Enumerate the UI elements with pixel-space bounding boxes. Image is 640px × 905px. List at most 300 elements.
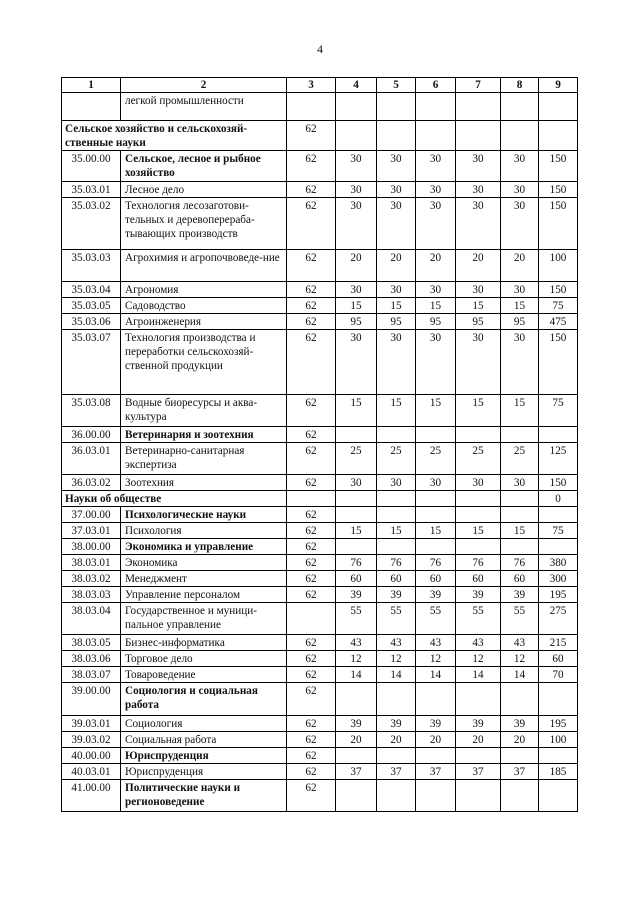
- table-row: [62, 250, 578, 282]
- column3-cell: 62: [287, 667, 336, 683]
- value-cell: 25: [416, 443, 456, 475]
- value-cell: 14: [377, 667, 416, 683]
- value-cell: [501, 121, 539, 151]
- value-cell: [539, 780, 578, 812]
- value-cell: 150: [539, 475, 578, 491]
- value-cell: 30: [416, 475, 456, 491]
- column3-cell: 62: [287, 395, 336, 427]
- table-row: [62, 395, 578, 427]
- value-cell: 39: [501, 587, 539, 603]
- name-cell: Агроинженерия: [121, 314, 287, 330]
- value-cell: [416, 683, 456, 716]
- value-cell: [501, 427, 539, 443]
- value-cell: [377, 683, 416, 716]
- table-row: [62, 151, 578, 182]
- value-cell: 25: [336, 443, 377, 475]
- value-cell: 275: [539, 603, 578, 635]
- value-cell: 20: [416, 732, 456, 748]
- code-cell: 38.03.05: [62, 635, 121, 651]
- value-cell: 150: [539, 151, 578, 182]
- value-cell: 43: [377, 635, 416, 651]
- value-cell: 70: [539, 667, 578, 683]
- value-cell: [456, 780, 501, 812]
- code-cell: 35.03.04: [62, 282, 121, 298]
- value-cell: [501, 491, 539, 507]
- value-cell: 20: [501, 250, 539, 282]
- admission-quota-table: [61, 77, 578, 812]
- column-header: 8: [501, 78, 539, 93]
- value-cell: [456, 507, 501, 523]
- column3-cell: 62: [287, 298, 336, 314]
- value-cell: [501, 539, 539, 555]
- value-cell: [416, 507, 456, 523]
- code-cell: 35.03.06: [62, 314, 121, 330]
- value-cell: [336, 121, 377, 151]
- code-cell: [62, 93, 121, 121]
- table-body: [62, 78, 578, 812]
- value-cell: 30: [377, 330, 416, 395]
- value-cell: [456, 539, 501, 555]
- value-cell: 15: [456, 298, 501, 314]
- name-cell: Зоотехния: [121, 475, 287, 491]
- value-cell: 37: [336, 764, 377, 780]
- value-cell: 150: [539, 198, 578, 250]
- column-header: 5: [377, 78, 416, 93]
- value-cell: [336, 507, 377, 523]
- value-cell: [416, 427, 456, 443]
- value-cell: 15: [456, 395, 501, 427]
- name-cell: Социальная работа: [121, 732, 287, 748]
- column3-cell: 62: [287, 764, 336, 780]
- value-cell: 30: [501, 330, 539, 395]
- value-cell: 15: [501, 395, 539, 427]
- column3-cell: 62: [287, 539, 336, 555]
- value-cell: 55: [501, 603, 539, 635]
- value-cell: [377, 93, 416, 121]
- value-cell: [456, 748, 501, 764]
- table-row: [62, 298, 578, 314]
- name-cell: Лесное дело: [121, 182, 287, 198]
- name-cell: Агрохимия и агропочвоведе-ние: [121, 250, 287, 282]
- value-cell: 15: [377, 298, 416, 314]
- table-group-row: [62, 491, 578, 507]
- value-cell: 30: [501, 198, 539, 250]
- value-cell: 75: [539, 395, 578, 427]
- table-row: [62, 523, 578, 539]
- column3-cell: 62: [287, 683, 336, 716]
- value-cell: 43: [501, 635, 539, 651]
- value-cell: 14: [336, 667, 377, 683]
- value-cell: [456, 683, 501, 716]
- name-cell: Психология: [121, 523, 287, 539]
- column3-cell: 62: [287, 330, 336, 395]
- value-cell: [377, 491, 416, 507]
- value-cell: 15: [336, 395, 377, 427]
- value-cell: 475: [539, 314, 578, 330]
- table-row: [62, 667, 578, 683]
- code-cell: 37.03.01: [62, 523, 121, 539]
- value-cell: 15: [336, 298, 377, 314]
- value-cell: 60: [456, 571, 501, 587]
- column3-cell: 62: [287, 732, 336, 748]
- value-cell: 30: [456, 282, 501, 298]
- value-cell: 15: [501, 298, 539, 314]
- column-header: 9: [539, 78, 578, 93]
- name-cell: Психологические науки: [121, 507, 287, 523]
- name-cell: Экономика: [121, 555, 287, 571]
- value-cell: [377, 539, 416, 555]
- value-cell: 55: [377, 603, 416, 635]
- value-cell: 30: [377, 182, 416, 198]
- column3-cell: 62: [287, 314, 336, 330]
- value-cell: 30: [377, 475, 416, 491]
- table-header-row: [62, 78, 578, 93]
- value-cell: 20: [336, 250, 377, 282]
- value-cell: 30: [336, 475, 377, 491]
- code-cell: 40.03.01: [62, 764, 121, 780]
- column3-cell: 62: [287, 427, 336, 443]
- value-cell: 15: [416, 298, 456, 314]
- value-cell: [539, 539, 578, 555]
- name-cell: Садоводство: [121, 298, 287, 314]
- table-row: [62, 507, 578, 523]
- code-cell: 35.03.05: [62, 298, 121, 314]
- name-cell: Ветеринария и зоотехния: [121, 427, 287, 443]
- name-cell: Социология и социальная работа: [121, 683, 287, 716]
- value-cell: 39: [377, 587, 416, 603]
- value-cell: 30: [416, 151, 456, 182]
- value-cell: 30: [456, 182, 501, 198]
- name-cell: Управление персоналом: [121, 587, 287, 603]
- name-cell: Юриспруденция: [121, 764, 287, 780]
- value-cell: 150: [539, 282, 578, 298]
- table-row: [62, 282, 578, 298]
- column-header: 2: [121, 78, 287, 93]
- code-cell: 37.00.00: [62, 507, 121, 523]
- column3-cell: 62: [287, 182, 336, 198]
- value-cell: 12: [416, 651, 456, 667]
- name-cell: Ветеринарно-санитарная экспертиза: [121, 443, 287, 475]
- value-cell: 39: [336, 716, 377, 732]
- group-title-cell: Сельское хозяйство и сельскохозяй-ственные науки: [62, 121, 287, 151]
- column-header: 3: [287, 78, 336, 93]
- value-cell: 185: [539, 764, 578, 780]
- table-row: [62, 603, 578, 635]
- value-cell: [377, 780, 416, 812]
- column3-cell: 62: [287, 198, 336, 250]
- value-cell: [377, 748, 416, 764]
- name-cell: Технология лесозаготови-тельных и деревоперераба-тывающих производств: [121, 198, 287, 250]
- value-cell: [416, 491, 456, 507]
- column3-cell: 62: [287, 571, 336, 587]
- value-cell: 60: [416, 571, 456, 587]
- name-cell: Технология производства и переработки сельскохозяй-ственной продукции: [121, 330, 287, 395]
- name-cell: Бизнес-информатика: [121, 635, 287, 651]
- value-cell: 15: [377, 395, 416, 427]
- value-cell: 30: [501, 182, 539, 198]
- code-cell: 39.00.00: [62, 683, 121, 716]
- column3-cell: 62: [287, 555, 336, 571]
- table-row: [62, 475, 578, 491]
- value-cell: [456, 491, 501, 507]
- value-cell: [501, 507, 539, 523]
- name-cell: Экономика и управление: [121, 539, 287, 555]
- value-cell: 39: [501, 716, 539, 732]
- value-cell: 30: [456, 198, 501, 250]
- value-cell: 20: [501, 732, 539, 748]
- code-cell: 38.03.02: [62, 571, 121, 587]
- table-row: [62, 587, 578, 603]
- value-cell: [336, 93, 377, 121]
- value-cell: 39: [456, 716, 501, 732]
- value-cell: [539, 683, 578, 716]
- column3-cell: 62: [287, 748, 336, 764]
- column-header: 6: [416, 78, 456, 93]
- value-cell: 15: [336, 523, 377, 539]
- value-cell: [336, 683, 377, 716]
- value-cell: [539, 507, 578, 523]
- value-cell: [336, 491, 377, 507]
- value-cell: 25: [501, 443, 539, 475]
- value-cell: 12: [456, 651, 501, 667]
- column3-cell: 62: [287, 475, 336, 491]
- value-cell: 39: [377, 716, 416, 732]
- value-cell: 14: [501, 667, 539, 683]
- value-cell: 15: [456, 523, 501, 539]
- code-cell: 35.03.03: [62, 250, 121, 282]
- name-cell: Водные биоресурсы и аква-культура: [121, 395, 287, 427]
- code-cell: 38.03.03: [62, 587, 121, 603]
- column3-cell: [287, 93, 336, 121]
- table-row: [62, 732, 578, 748]
- value-cell: [377, 121, 416, 151]
- value-cell: [416, 93, 456, 121]
- value-cell: 43: [456, 635, 501, 651]
- code-cell: 35.03.02: [62, 198, 121, 250]
- value-cell: 150: [539, 182, 578, 198]
- value-cell: 20: [416, 250, 456, 282]
- value-cell: 39: [336, 587, 377, 603]
- value-cell: 30: [336, 282, 377, 298]
- code-cell: 35.00.00: [62, 151, 121, 182]
- table-row: [62, 330, 578, 395]
- table-row: [62, 182, 578, 198]
- name-cell: легкой промышленности: [121, 93, 287, 121]
- column-header: 4: [336, 78, 377, 93]
- value-cell: 150: [539, 330, 578, 395]
- value-cell: [377, 427, 416, 443]
- group-title-cell: Науки об обществе: [62, 491, 287, 507]
- column3-cell: [287, 603, 336, 635]
- value-cell: 20: [377, 250, 416, 282]
- column3-cell: 62: [287, 507, 336, 523]
- value-cell: 39: [416, 587, 456, 603]
- value-cell: 95: [336, 314, 377, 330]
- column3-cell: 62: [287, 250, 336, 282]
- value-cell: 15: [416, 523, 456, 539]
- table-row: [62, 780, 578, 812]
- value-cell: 30: [377, 151, 416, 182]
- value-cell: 55: [336, 603, 377, 635]
- value-cell: [501, 93, 539, 121]
- value-cell: 55: [456, 603, 501, 635]
- code-cell: 36.03.02: [62, 475, 121, 491]
- value-cell: [539, 427, 578, 443]
- value-cell: 30: [336, 330, 377, 395]
- column3-cell: 62: [287, 635, 336, 651]
- table-row: [62, 314, 578, 330]
- value-cell: 37: [416, 764, 456, 780]
- value-cell: 60: [377, 571, 416, 587]
- value-cell: [539, 748, 578, 764]
- table-group-row: [62, 121, 578, 151]
- value-cell: 25: [456, 443, 501, 475]
- column3-cell: 62: [287, 780, 336, 812]
- value-cell: 195: [539, 587, 578, 603]
- value-cell: 60: [539, 651, 578, 667]
- name-cell: Юриспруденция: [121, 748, 287, 764]
- value-cell: [416, 121, 456, 151]
- name-cell: Торговое дело: [121, 651, 287, 667]
- value-cell: 30: [456, 475, 501, 491]
- value-cell: 30: [416, 282, 456, 298]
- value-cell: 30: [336, 151, 377, 182]
- value-cell: 0: [539, 491, 578, 507]
- table-row: [62, 555, 578, 571]
- value-cell: 37: [501, 764, 539, 780]
- code-cell: 40.00.00: [62, 748, 121, 764]
- value-cell: 300: [539, 571, 578, 587]
- code-cell: 38.03.07: [62, 667, 121, 683]
- value-cell: 20: [456, 732, 501, 748]
- code-cell: 39.03.02: [62, 732, 121, 748]
- value-cell: [539, 93, 578, 121]
- value-cell: 95: [501, 314, 539, 330]
- value-cell: 12: [377, 651, 416, 667]
- code-cell: 35.03.08: [62, 395, 121, 427]
- value-cell: [456, 427, 501, 443]
- value-cell: 39: [416, 716, 456, 732]
- value-cell: [501, 780, 539, 812]
- page-number: 4: [317, 42, 323, 56]
- code-cell: 38.03.04: [62, 603, 121, 635]
- value-cell: 60: [501, 571, 539, 587]
- value-cell: 15: [377, 523, 416, 539]
- table-row: [62, 651, 578, 667]
- table-row: [62, 635, 578, 651]
- name-cell: Социология: [121, 716, 287, 732]
- name-cell: Менеджмент: [121, 571, 287, 587]
- value-cell: [416, 780, 456, 812]
- value-cell: 37: [377, 764, 416, 780]
- value-cell: [456, 93, 501, 121]
- code-cell: 39.03.01: [62, 716, 121, 732]
- value-cell: 30: [501, 151, 539, 182]
- column3-cell: 62: [287, 716, 336, 732]
- value-cell: [336, 539, 377, 555]
- value-cell: 30: [501, 282, 539, 298]
- name-cell: Политические науки и регионоведение: [121, 780, 287, 812]
- column-header: 7: [456, 78, 501, 93]
- column3-cell: 62: [287, 651, 336, 667]
- value-cell: 30: [501, 475, 539, 491]
- value-cell: 12: [336, 651, 377, 667]
- value-cell: 30: [377, 198, 416, 250]
- code-cell: 38.03.01: [62, 555, 121, 571]
- table-row: [62, 427, 578, 443]
- value-cell: 15: [501, 523, 539, 539]
- table-row: [62, 764, 578, 780]
- value-cell: [416, 748, 456, 764]
- table-row: [62, 443, 578, 475]
- name-cell: Государственное и муници-пальное управление: [121, 603, 287, 635]
- table-row: [62, 93, 578, 121]
- value-cell: 76: [501, 555, 539, 571]
- column3-cell: 62: [287, 443, 336, 475]
- value-cell: 30: [416, 182, 456, 198]
- table-row: [62, 571, 578, 587]
- value-cell: 43: [416, 635, 456, 651]
- value-cell: 30: [456, 330, 501, 395]
- value-cell: [377, 507, 416, 523]
- value-cell: 95: [456, 314, 501, 330]
- value-cell: 20: [456, 250, 501, 282]
- table-row: [62, 683, 578, 716]
- value-cell: 95: [377, 314, 416, 330]
- value-cell: [336, 748, 377, 764]
- code-cell: 38.00.00: [62, 539, 121, 555]
- value-cell: 30: [416, 330, 456, 395]
- value-cell: 30: [456, 151, 501, 182]
- value-cell: 15: [416, 395, 456, 427]
- column3-cell: 62: [287, 282, 336, 298]
- value-cell: 76: [336, 555, 377, 571]
- value-cell: [501, 748, 539, 764]
- value-cell: 14: [456, 667, 501, 683]
- value-cell: [336, 780, 377, 812]
- value-cell: [416, 539, 456, 555]
- value-cell: 14: [416, 667, 456, 683]
- value-cell: 95: [416, 314, 456, 330]
- value-cell: 75: [539, 298, 578, 314]
- value-cell: [501, 683, 539, 716]
- value-cell: 60: [336, 571, 377, 587]
- value-cell: 30: [336, 182, 377, 198]
- code-cell: 35.03.07: [62, 330, 121, 395]
- column-header: 1: [62, 78, 121, 93]
- value-cell: [456, 121, 501, 151]
- value-cell: 76: [456, 555, 501, 571]
- value-cell: 39: [456, 587, 501, 603]
- name-cell: Сельское, лесное и рыбное хозяйство: [121, 151, 287, 182]
- code-cell: 41.00.00: [62, 780, 121, 812]
- column3-cell: 62: [287, 587, 336, 603]
- value-cell: 20: [377, 732, 416, 748]
- column3-cell: [287, 491, 336, 507]
- value-cell: 20: [336, 732, 377, 748]
- code-cell: 38.03.06: [62, 651, 121, 667]
- value-cell: 125: [539, 443, 578, 475]
- column3-cell: 62: [287, 523, 336, 539]
- table-row: [62, 716, 578, 732]
- value-cell: 76: [416, 555, 456, 571]
- name-cell: Товароведение: [121, 667, 287, 683]
- value-cell: 55: [416, 603, 456, 635]
- table-row: [62, 198, 578, 250]
- value-cell: 215: [539, 635, 578, 651]
- value-cell: 30: [336, 198, 377, 250]
- value-cell: 380: [539, 555, 578, 571]
